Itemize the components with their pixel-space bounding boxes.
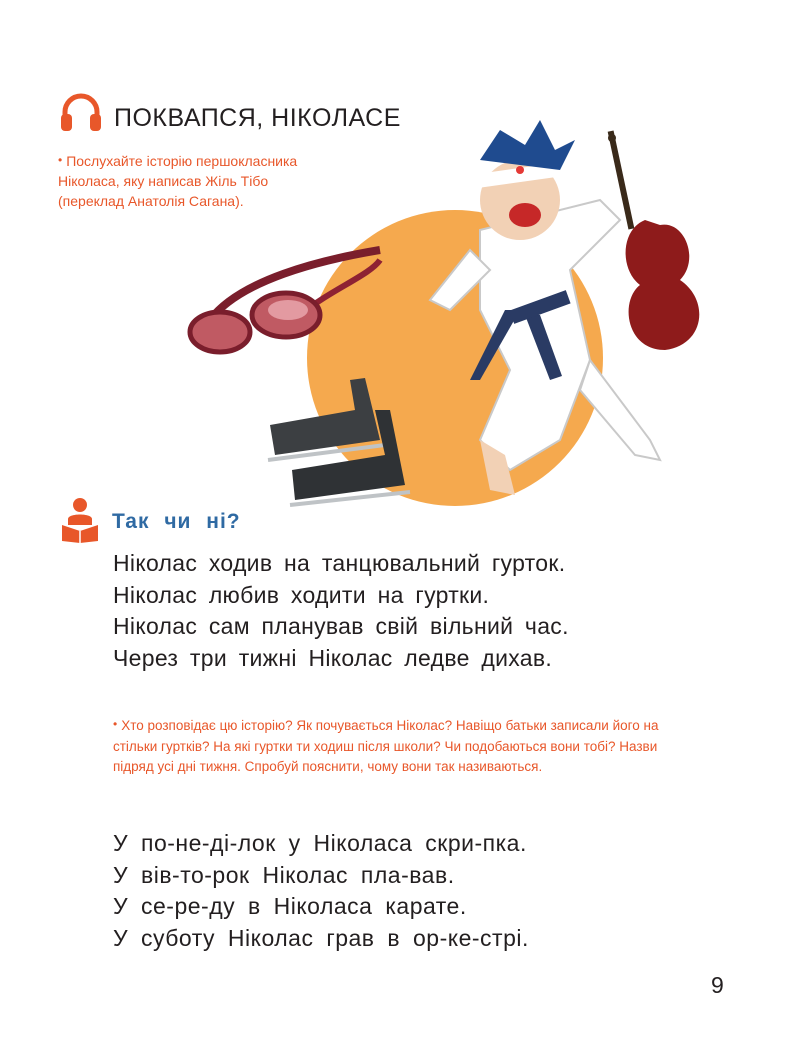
questions-text [113,714,697,778]
section-title: Так чи ні? [112,510,241,533]
page-title: ПОКВАПСЯ, НІКОЛАСЕ [114,104,401,132]
reader-icon [60,497,100,543]
questions-body: Хто розповідає цю історію? Як почувається Ніколас? Навіщо батьки записали його на стільки гуртків? На які гуртки ти ходиш після школи? Чи подобаються вони тобі? Назви підряд усі дні тижня. Спробуй пояснити, чому вони так називаються. [113,718,659,774]
karate-boy-illustration [180,110,740,520]
syllable-line: У се-ре-ду в Ніколаса карате. [113,893,467,919]
statements-list [113,548,569,674]
questions-bullet: • [113,717,118,731]
syllable-lines [113,828,529,954]
statement-line: Ніколас ходив на танцювальний гурток. [113,550,566,576]
page-number: 9 [711,972,724,998]
statement-line: Через три тижні Ніколас ледве дихав. [113,644,553,671]
syllable-line: У по-не-ді-лок у Ніколаса скри-пка. [113,830,527,856]
syllable-line: У вів-то-рок Ніколас пла-вав. [113,861,455,888]
statement-line: Ніколас любив ходити на гуртки. [113,581,490,608]
intro-bullet: • [58,153,63,167]
violin [608,130,700,350]
intro-body: Послухайте історію першокласника Ніколаса, яку написав Жіль Тібо (переклад Анатолія Сагана). [58,153,298,209]
headphones-icon [60,92,102,132]
statement-line: Ніколас сам планував свій вільний час. [113,613,569,639]
syllable-line: У суботу Ніколас грав в ор-ке-стрі. [113,924,529,951]
